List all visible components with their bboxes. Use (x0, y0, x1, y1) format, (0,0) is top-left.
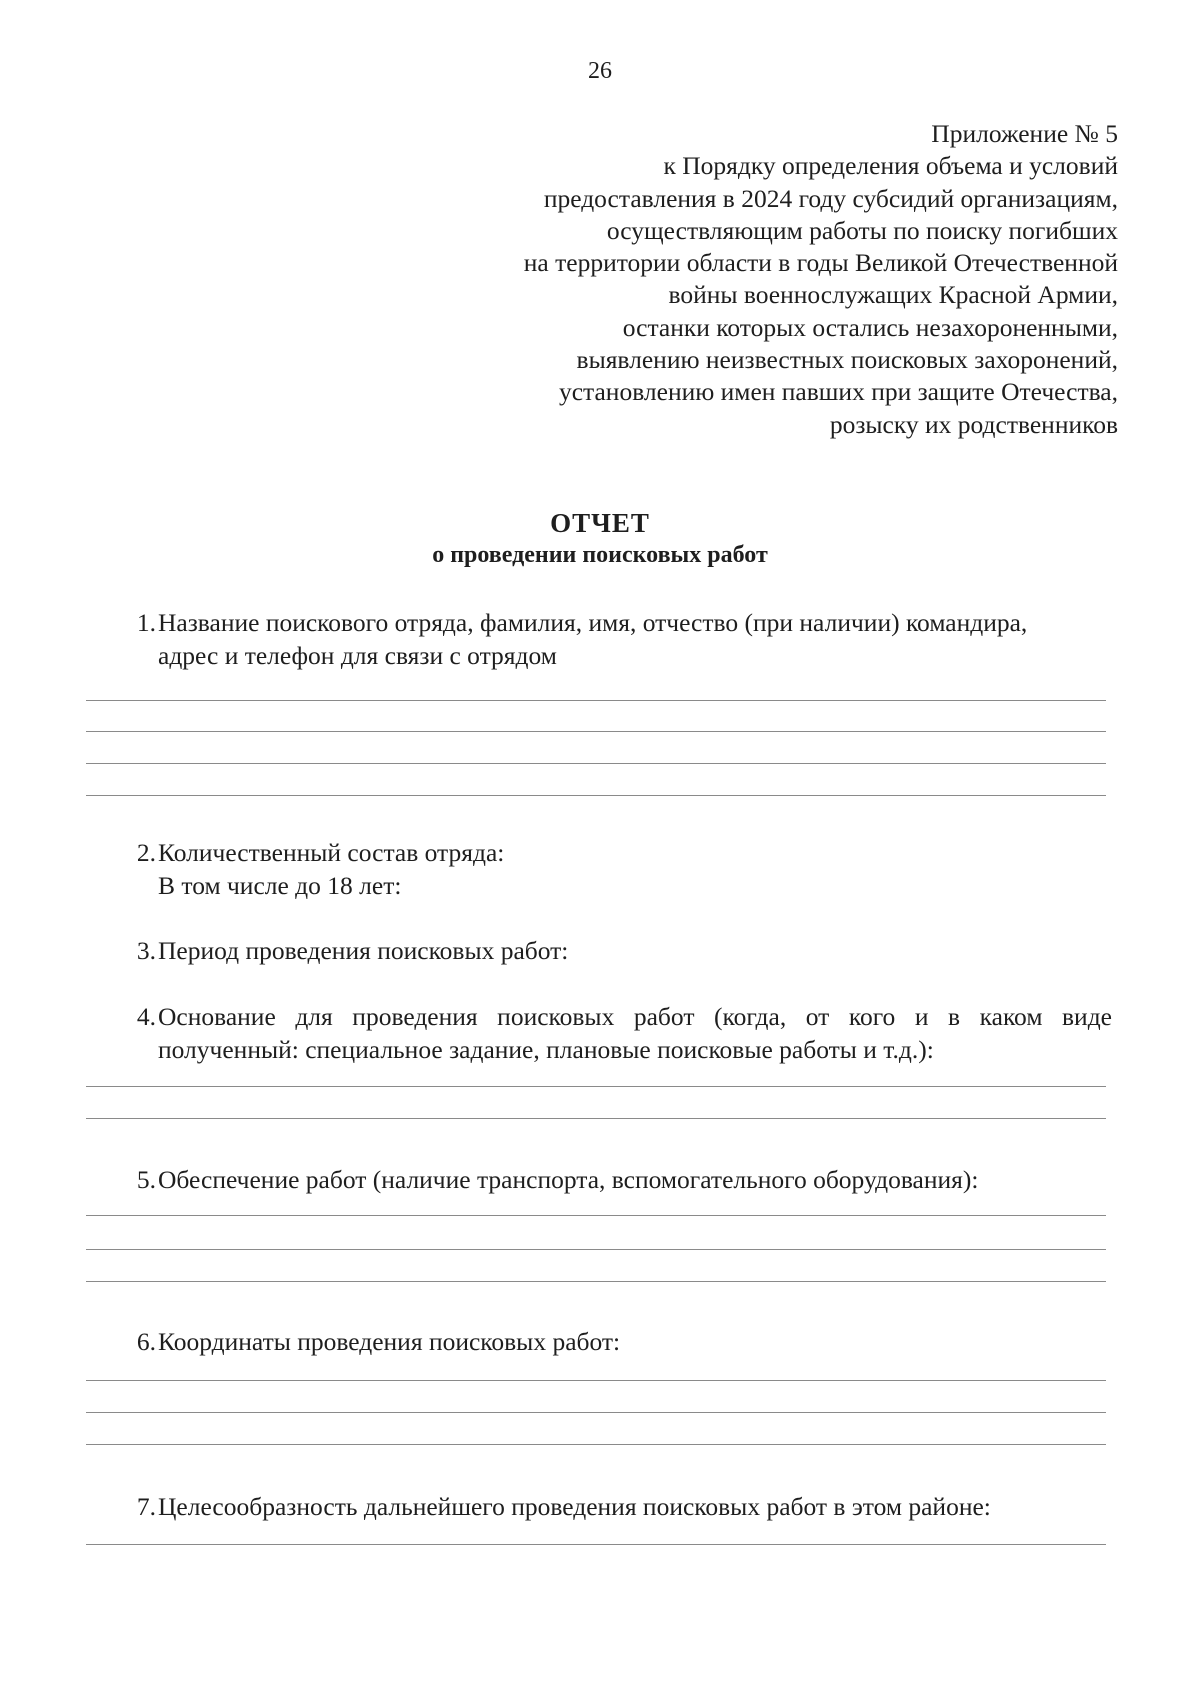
item-label: Обеспечение работ (наличие транспорта, вспомогательного оборудования): (158, 1165, 979, 1194)
report-title: ОТЧЕТ (550, 508, 650, 538)
answer-line[interactable] (86, 1281, 1106, 1282)
appendix-line: останки которых остались незахороненными, (622, 312, 1118, 342)
item-label: Количественный состав отряда: (158, 838, 505, 867)
form-item-3 (120, 934, 1112, 967)
work-period-row (158, 934, 1112, 967)
answer-line[interactable] (86, 1215, 1106, 1216)
item-label: В том числе до 18 лет: (158, 871, 402, 900)
answer-line[interactable] (86, 700, 1106, 701)
item-number: 6. (136, 1327, 156, 1356)
appendix-line: предоставления в 2024 году субсидий организациям, (543, 183, 1118, 213)
answer-line[interactable] (86, 1412, 1106, 1413)
appendix-line: на территории области в годы Великой Отечественной (523, 248, 1118, 278)
appendix-line: осуществляющим работы по поиску погибших (606, 215, 1118, 245)
item-label: адрес и телефон для связи с отрядом (158, 641, 557, 670)
answer-line[interactable] (86, 731, 1106, 732)
answer-line[interactable] (86, 763, 1106, 764)
appendix-line: выявлению неизвестных поисковых захоронений, (576, 345, 1118, 375)
item-number: 3. (136, 936, 156, 965)
item-label: Название поискового отряда, фамилия, имя, отчество (при наличии) командира, (158, 608, 1028, 637)
item-label: Период проведения поисковых работ: (158, 936, 569, 965)
form-item-4 (120, 1000, 1112, 1066)
form-item-6 (120, 1325, 1112, 1358)
report-subtitle: о проведении поисковых работ (432, 542, 768, 568)
answer-line[interactable] (86, 1380, 1106, 1381)
under-18-row (158, 869, 1112, 902)
appendix-line: к Порядку определения объема и условий (663, 151, 1118, 181)
appendix-line: Приложение № 5 (931, 119, 1118, 148)
squad-size-row (158, 836, 1112, 869)
appendix-header (358, 118, 1118, 441)
answer-line[interactable] (86, 795, 1106, 796)
item-number: 5. (136, 1165, 156, 1194)
appendix-line: установлению имен павших при защите Отечества, (558, 377, 1118, 407)
answer-line[interactable] (86, 1249, 1106, 1250)
appendix-line: войны военнослужащих Красной Армии, (668, 280, 1118, 310)
answer-line[interactable] (86, 1118, 1106, 1119)
appendix-line: розыску их родственников (829, 409, 1118, 439)
answer-line[interactable] (86, 1444, 1106, 1445)
item-number: 4. (136, 1002, 156, 1031)
form-item-1 (120, 606, 1112, 672)
page-number: 26 (588, 58, 612, 84)
item-label: Координаты проведения поисковых работ: (158, 1327, 621, 1356)
item-label: Основание для проведения поисковых работ (когда, от кого и в каком виде полученный: специальное задание, плановые поисковые работы и т.д.): (158, 1002, 1112, 1064)
item-number: 1. (136, 608, 156, 637)
form-item-7 (120, 1490, 1112, 1523)
answer-line[interactable] (86, 1086, 1106, 1087)
answer-line[interactable] (86, 1544, 1106, 1545)
item-number: 2. (136, 838, 156, 867)
item-number: 7. (136, 1492, 156, 1521)
form-item-5 (120, 1163, 1112, 1196)
item-label: Целесообразность дальнейшего проведения поисковых работ в этом районе: (158, 1492, 991, 1521)
form-item-2 (120, 836, 1112, 902)
